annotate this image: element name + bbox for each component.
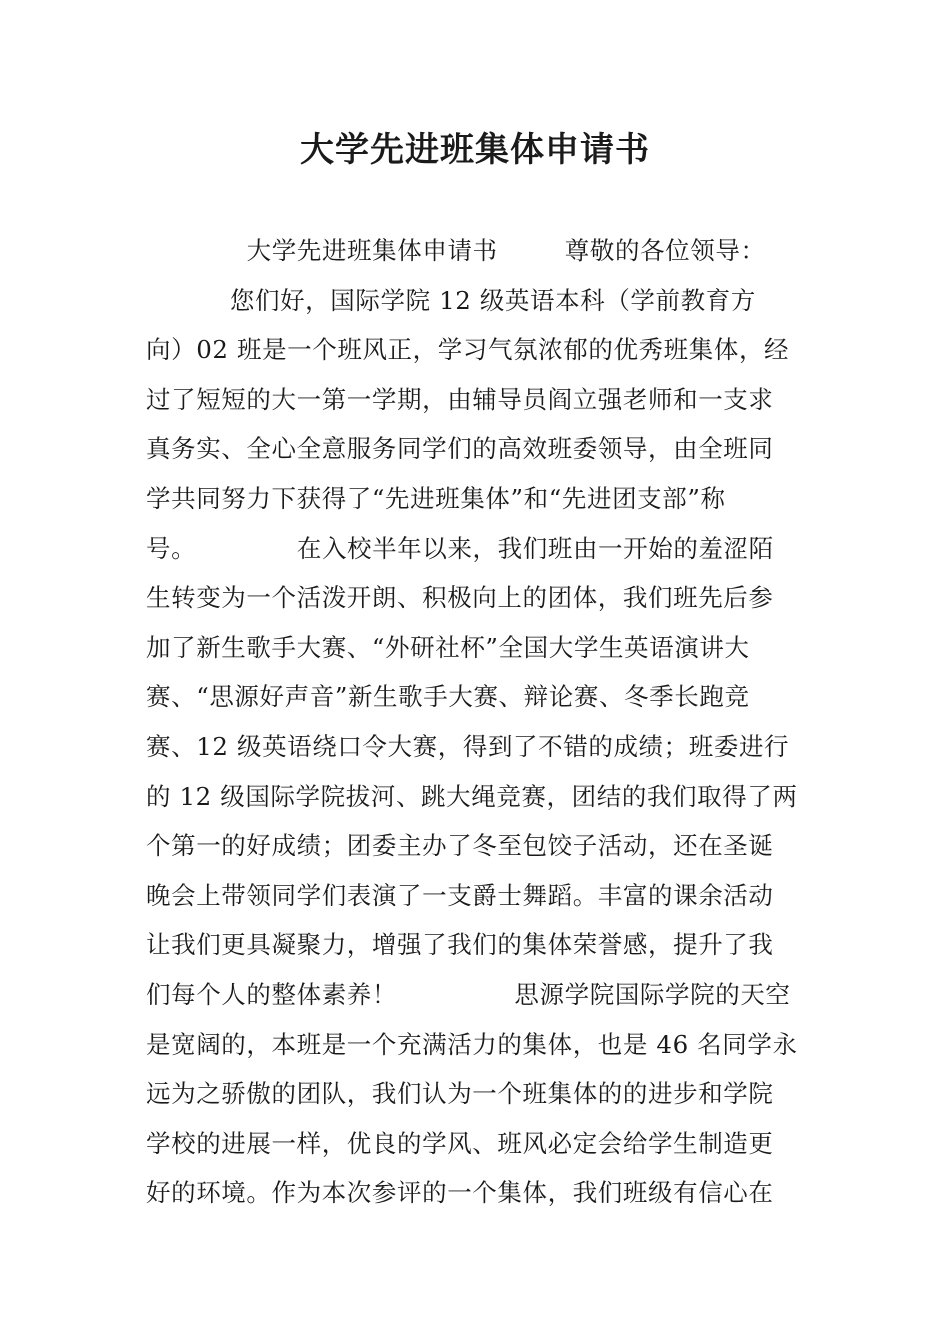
body-line: 学校的进展一样，优良的学风、班风必定会给学生制造更 bbox=[146, 1128, 774, 1158]
body-line: 学共同努力下获得了“先进班集体”和“先进团支部”称 bbox=[146, 483, 726, 513]
body-line: 赛、“思源好声音”新生歌手大赛、辩论赛、冬季长跑竞 bbox=[146, 682, 750, 712]
body-line: 晚会上带领同学们表演了一支爵士舞蹈。丰富的课余活动 bbox=[146, 880, 774, 910]
body-line: 们每个人的整体素养！ 思源学院国际学院的天空 bbox=[146, 979, 791, 1009]
body-line: 过了短短的大一第一学期，由辅导员阎立强老师和一支求 bbox=[146, 384, 774, 414]
body-line: 的 12 级国际学院拔河、跳大绳竞赛，团结的我们取得了两 bbox=[146, 781, 798, 811]
body-line: 个第一的好成绩；团委主办了冬至包饺子活动，还在圣诞 bbox=[146, 831, 774, 861]
body-line: 真务实、全心全意服务同学们的高效班委领导，由全班同 bbox=[146, 434, 774, 464]
body-line: 加了新生歌手大赛、“外研社杯”全国大学生英语演讲大 bbox=[146, 632, 750, 662]
body-line: 是宽阔的，本班是一个充满活力的集体，也是 46 名同学永 bbox=[146, 1029, 798, 1059]
document-title: 大学先进班集体申请书 bbox=[300, 130, 650, 170]
body-line: 生转变为一个活泼开朗、积极向上的团体，我们班先后参 bbox=[146, 583, 774, 613]
document-body bbox=[146, 226, 811, 1218]
body-line: 向）02 班是一个班风正，学习气氛浓郁的优秀班集体，经 bbox=[146, 335, 790, 365]
body-line: 您们好，国际学院 12 级英语本科（学前教育方 bbox=[146, 285, 756, 315]
body-line: 远为之骄傲的团队，我们认为一个班集体的的进步和学院 bbox=[146, 1079, 774, 1109]
body-line: 号。 在入校半年以来，我们班由一开始的羞涩陌 bbox=[146, 533, 774, 563]
body-line: 让我们更具凝聚力，增强了我们的集体荣誉感，提升了我 bbox=[146, 930, 774, 960]
body-line: 大学先进班集体申请书 尊敬的各位领导： bbox=[146, 236, 766, 265]
body-line: 好的环境。作为本次参评的一个集体，我们班级有信心在 bbox=[146, 1178, 774, 1208]
body-line: 赛、12 级英语绕口令大赛，得到了不错的成绩；班委进行 bbox=[146, 731, 790, 761]
